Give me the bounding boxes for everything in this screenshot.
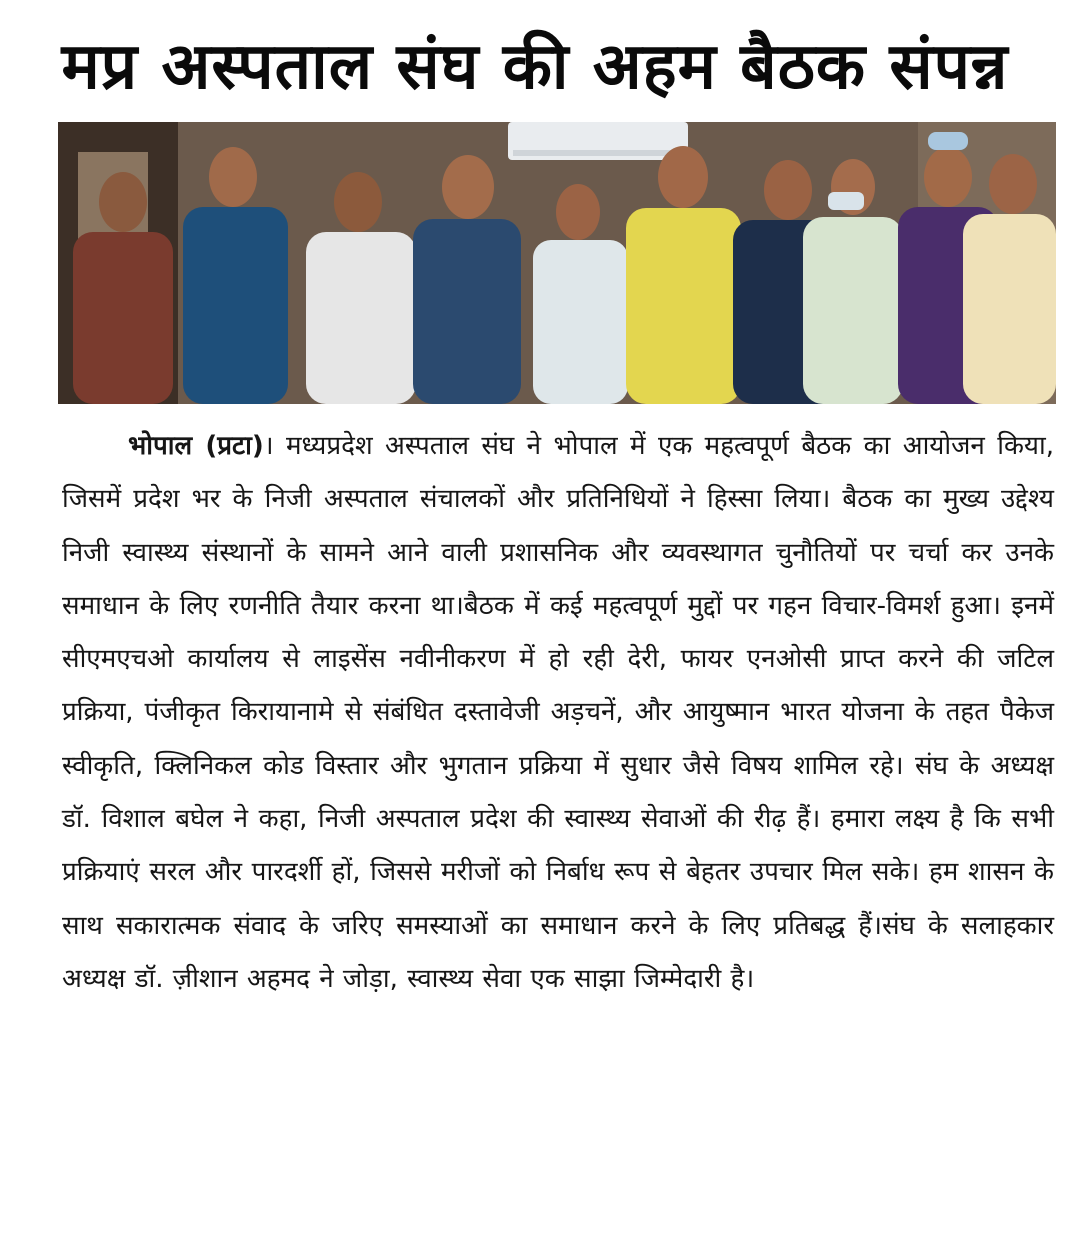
article-body	[62, 420, 1054, 1006]
article-text: । मध्यप्रदेश अस्पताल संघ ने भोपाल में एक महत्वपूर्ण बैठक का आयोजन किया, जिसमें प्रदेश भर के निजी अस्पताल संचालकों और प्रतिनिधियों ने हिस्सा लिया। बैठक का मुख्य उद्देश्य निजी स्वास्थ्य संस्थानों के सामने आने वाली प्रशासनिक और व्यवस्थागत चुनौतियों पर चर्चा कर उनके समाधान के लिए रणनीति तैयार करना था।बैठक में कई महत्वपूर्ण मुद्दों पर गहन विचार-विमर्श हुआ। इनमें सीएमएचओ कार्यालय से लाइसेंस नवीनीकरण में हो रही देरी, फायर एनओसी प्राप्त करने की जटिल प्रक्रिया, पंजीकृत किरायानामे से संबंधित दस्तावेजी अड़चनें, और आयुष्मान भारत योजना के तहत पैकेज स्वीकृति, क्लिनिकल कोड विस्तार और भुगतान प्रक्रिया में सुधार जैसे विषय शामिल रहे। संघ के अध्यक्ष डॉ. विशाल बघेल ने कहा, निजी अस्पताल प्रदेश की स्वास्थ्य सेवाओं की रीढ़ हैं। हमारा लक्ष्य है कि सभी प्रक्रियाएं सरल और पारदर्शी हों, जिससे मरीजों को निर्बाध रूप से बेहतर उपचार मिल सके। हम शासन के साथ सकारात्मक संवाद के जरिए समस्याओं का समाधान करने के लिए प्रतिबद्ध हैं।संघ के सलाहकार अध्यक्ष डॉ. ज़ीशान अहमद ने जोड़ा, स्वास्थ्य सेवा एक साझा जिम्मेदारी है।	[62, 431, 1055, 994]
group-photo-illustration	[58, 122, 1056, 404]
group-photo	[58, 122, 1056, 404]
article-dateline: भोपाल (प्रटा)	[128, 431, 264, 461]
headline: मप्र अस्पताल संघ की अहम बैठक संपन्न	[61, 30, 1009, 104]
